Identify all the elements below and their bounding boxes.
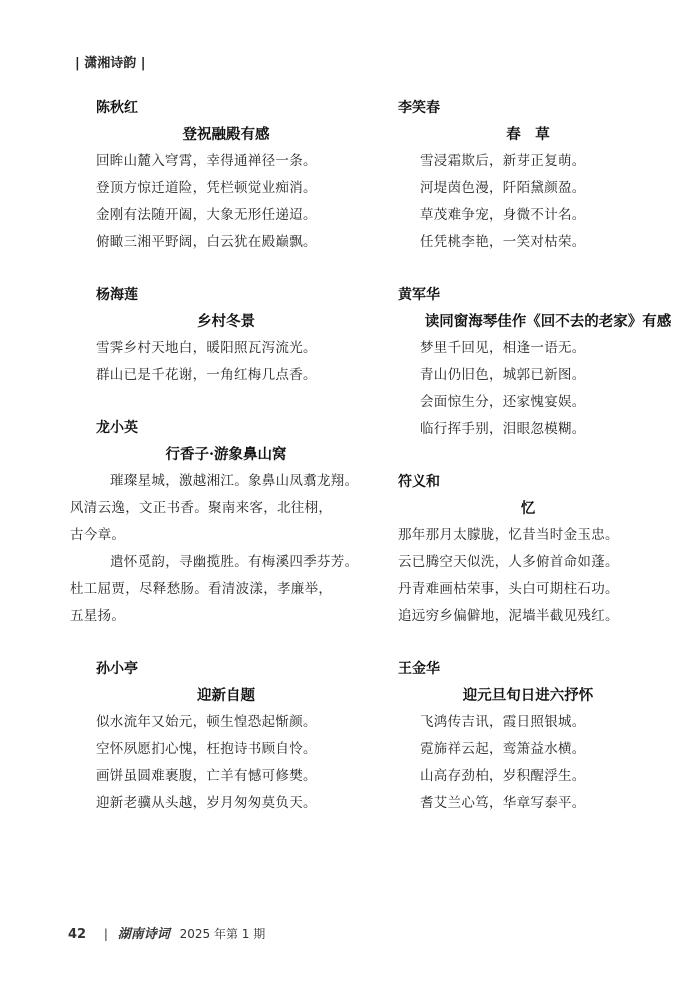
poem bbox=[70, 415, 359, 630]
footer-divider: | bbox=[103, 927, 108, 941]
section-header: | 潇湘诗韵 | bbox=[75, 56, 146, 71]
poem-line: 登顶方惊迁道险，凭栏顿觉业痴消。 bbox=[96, 180, 317, 196]
poem-line: 那年那月太朦胧，忆昔当时金玉忠。 bbox=[398, 527, 619, 543]
poem-line: 雪霁乡村天地白，暖阳照瓦泻流光。 bbox=[96, 340, 317, 356]
poem-line: 画饼虽圆难裹腹，亡羊有憾可修樊。 bbox=[96, 768, 317, 784]
poem-line: 临行挥手别，泪眼忽模糊。 bbox=[420, 421, 586, 437]
poem-line: 群山已是千花谢，一角红梅几点香。 bbox=[96, 367, 317, 383]
poem-line: 风清云逸，文正书香。聚南来客，北往栩， bbox=[70, 500, 333, 516]
poem-line: 回眸山麓入穹霄，幸得通禅径一条。 bbox=[96, 153, 317, 169]
poem bbox=[398, 469, 658, 630]
poem bbox=[96, 656, 356, 817]
poem-line: 河堤茵色漫，阡陌黛颜盈。 bbox=[420, 180, 586, 196]
poem-line: 梦里千回见，相逢一语无。 bbox=[420, 340, 586, 356]
poem-title: 春 草 bbox=[506, 126, 550, 143]
poem-author: 龙小英 bbox=[96, 420, 138, 436]
poem-line: 遣怀觅韵，寻幽揽胜。有梅溪四季芬芳。 bbox=[110, 554, 359, 570]
poem-author: 符义和 bbox=[398, 474, 440, 490]
poem-line: 杜工屈贾，尽释愁肠。看清波漾，孝廉举， bbox=[70, 581, 333, 597]
poem-line: 丹青难画枯荣事，头白可期柱石功。 bbox=[398, 581, 619, 597]
poem-line: 耆艾兰心笃，华章写泰平。 bbox=[420, 795, 586, 811]
right-column bbox=[398, 95, 672, 817]
poem-line: 古今章。 bbox=[70, 527, 126, 543]
poem bbox=[96, 95, 356, 256]
poem-line: 飞鸿传吉讯，霞日照银城。 bbox=[420, 714, 586, 730]
left-column bbox=[70, 95, 359, 817]
poem bbox=[398, 282, 672, 443]
poem-line: 金刚有法随开阖，大象无形任递迢。 bbox=[96, 207, 317, 223]
poem-line: 会面惊生分，还家愧宴娱。 bbox=[420, 394, 586, 410]
poem-author: 黄军华 bbox=[398, 287, 440, 303]
poem bbox=[398, 95, 658, 256]
poem-author: 陈秋红 bbox=[96, 100, 138, 116]
poem-title: 乡村冬景 bbox=[197, 313, 255, 330]
poem-title: 迎元旦旬日进六抒怀 bbox=[462, 687, 594, 704]
poem-title: 迎新自题 bbox=[197, 687, 255, 704]
poem-author: 杨海莲 bbox=[96, 287, 138, 303]
poem-line: 霓旆祥云起，鸾箫益水横。 bbox=[420, 741, 586, 757]
issue-label: 2025 年第 1 期 bbox=[179, 927, 266, 941]
poem-line: 草茂难争宠，身微不计名。 bbox=[420, 207, 586, 223]
poem-title: 忆 bbox=[520, 500, 536, 517]
poem-line: 迎新老骥从头越，岁月匆匆莫负天。 bbox=[96, 795, 317, 811]
poem-line: 青山仍旧色，城郭已新图。 bbox=[420, 367, 586, 383]
poem-line: 雪浸霜欺后，新芽正复萌。 bbox=[420, 153, 586, 169]
poem bbox=[96, 282, 356, 389]
poem-line: 任凭桃李艳，一笑对枯荣。 bbox=[420, 234, 586, 250]
poem bbox=[398, 656, 658, 817]
page-footer bbox=[68, 923, 265, 942]
poem-line: 追远穷乡偏僻地，泥墙半截见残红。 bbox=[398, 608, 619, 624]
poem-author: 王金华 bbox=[398, 661, 440, 677]
poem-line: 空怀夙愿扪心愧，枉抱诗书顾自怜。 bbox=[96, 741, 317, 757]
poem-title: 登祝融殿有感 bbox=[182, 126, 270, 143]
poem-line: 山高存劲柏，岁积醒浮生。 bbox=[420, 768, 586, 784]
magazine-logo: 湖南诗词 bbox=[117, 927, 170, 942]
poem-line: 云已腾空天似洗，人多俯首命如蓬。 bbox=[398, 554, 619, 570]
poem-author: 孙小亭 bbox=[96, 661, 138, 677]
poem-line: 似水流年又始元，顿生惶恐起惭颜。 bbox=[96, 714, 317, 730]
poem-line: 璀璨星城，激越湘江。象鼻山凤翥龙翔。 bbox=[110, 473, 359, 489]
poem-line: 五星扬。 bbox=[70, 608, 126, 624]
poem-title: 行香子·游象鼻山窝 bbox=[165, 446, 287, 463]
poem-line: 俯瞰三湘平野阔，白云犹在殿巅飘。 bbox=[96, 234, 317, 250]
poem-author: 李笑春 bbox=[398, 100, 440, 116]
page-number: 42 bbox=[68, 927, 87, 942]
poem-title: 读同窗海琴佳作《回不去的老家》有感 bbox=[424, 313, 672, 330]
